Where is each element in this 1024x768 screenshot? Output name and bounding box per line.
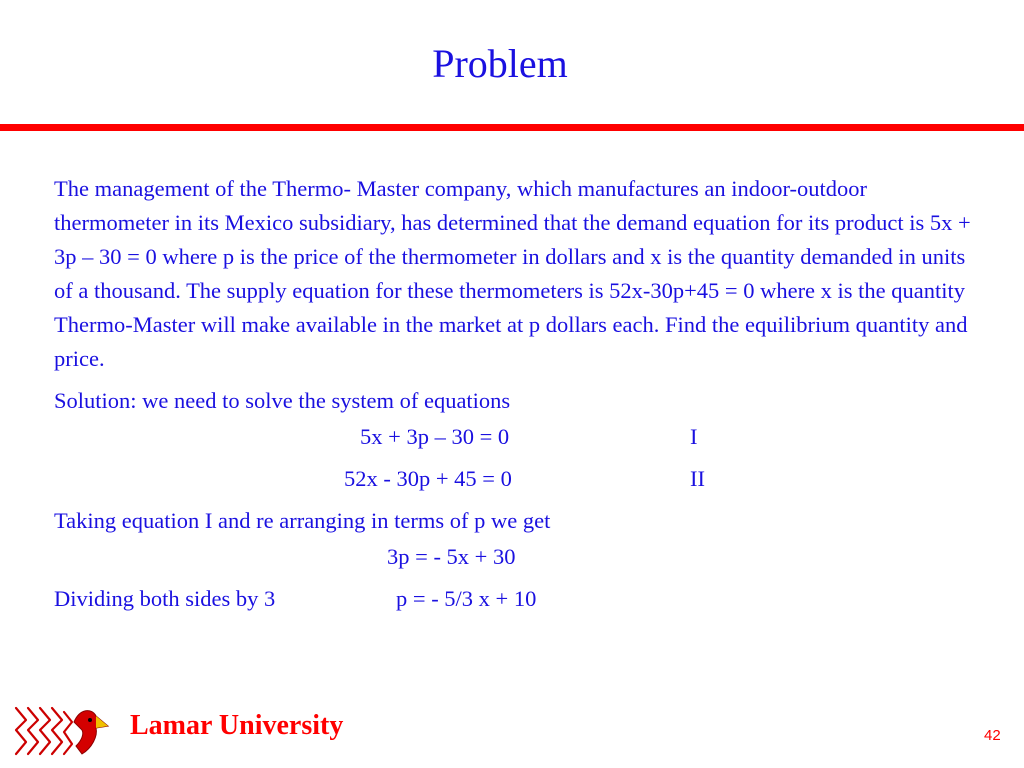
equation-2: 52x - 30p + 45 = 0	[344, 466, 512, 491]
rearranged-row	[54, 538, 984, 580]
university-name: Lamar University	[130, 710, 344, 741]
cardinal-logo-icon	[12, 700, 112, 760]
problem-statement: The management of the Thermo- Master company, which manufactures an indoor-outdoor thermometer in its Mexico subsidiary, has determined that the demand equation for its product is 5x + 3p – 30 = 0 where p is the price of the thermometer in dollars and x is the quantity demanded in units of a thousand. The supply equation for these thermometers is 52x-30p+45 = 0 where x is the quantity Thermo-Master will make available in the market at p dollars each. Find the equilibrium quantity and price.	[54, 176, 971, 371]
equation-2-label: II	[690, 466, 705, 491]
rearrange-text: Taking equation I and re arranging in terms of p we get	[54, 508, 551, 533]
equation-row-1	[54, 418, 984, 460]
title-divider	[0, 124, 1024, 131]
equation-1-label: I	[690, 424, 698, 449]
slide-body	[54, 172, 984, 622]
result-equation: p = - 5/3 x + 10	[396, 586, 537, 611]
dividing-text: Dividing both sides by 3	[54, 586, 276, 611]
solution-intro: Solution: we need to solve the system of equations	[54, 388, 511, 413]
equation-1: 5x + 3p – 30 = 0	[360, 424, 510, 449]
equation-row-2	[54, 460, 984, 502]
slide-title: Problem	[432, 41, 568, 86]
dividing-row	[54, 580, 984, 622]
page-number: 42	[984, 727, 1001, 744]
rearranged-equation: 3p = - 5x + 30	[387, 544, 516, 569]
